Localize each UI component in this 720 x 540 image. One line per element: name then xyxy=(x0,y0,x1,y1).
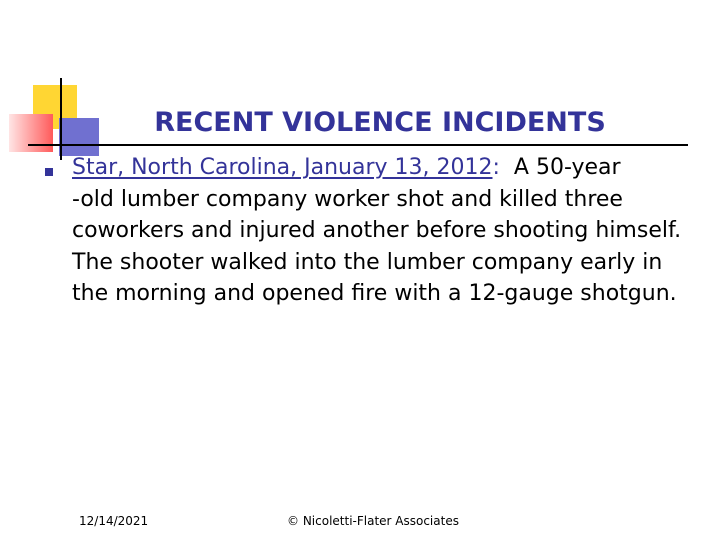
bullet-lead: Star, North Carolina, January 13, 2012 xyxy=(72,155,493,180)
slide-title: RECENT VIOLENCE INCIDENTS xyxy=(154,107,606,138)
decor-pink-square xyxy=(9,114,53,152)
decor-blue-square xyxy=(59,118,99,156)
decor-vertical-rule xyxy=(60,78,62,160)
bullet-rest: -old lumber company worker shot and killed three coworkers and injured another before shooting himself. The shooter walked into the lumber company early in the morning and opened fire with a 12-gauge shotgun. xyxy=(72,186,682,306)
bullet-line1: A 50-year xyxy=(499,155,621,180)
decor-horizontal-rule xyxy=(28,144,688,146)
bullet-colon: : xyxy=(492,155,500,180)
footer-copyright: © Nicoletti-Flater Associates xyxy=(287,514,459,528)
bullet-text xyxy=(72,152,698,310)
bullet-square-icon xyxy=(45,168,53,176)
footer-date: 12/14/2021 xyxy=(79,514,149,528)
